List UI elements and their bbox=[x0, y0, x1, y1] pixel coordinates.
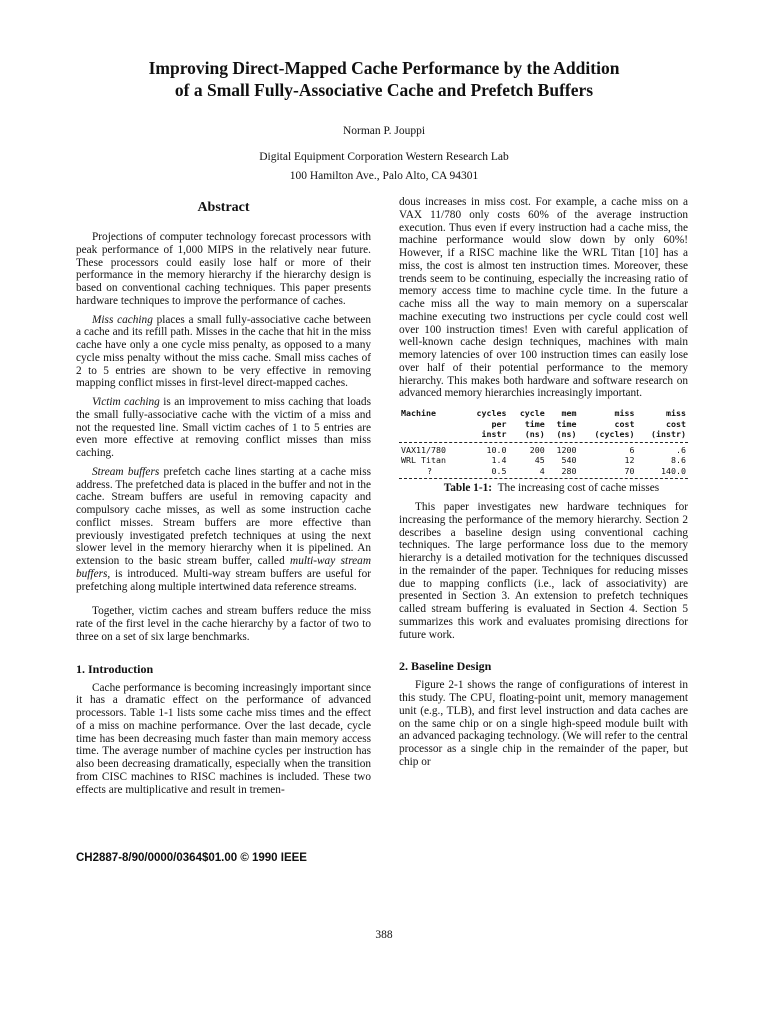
intro-paragraph-1: Cache performance is becoming increasingly important since it has a dramatic effect on the performance of advanced processors. Table 1-1 lists some cache miss times and the effect of a miss on machine performance. Over the last decade, cycle time has been decreasing much faster than main memory access time. The average number of machine cycles per instruction has also been decreasing dramatically, especially when the transition from CISC machines to RISC machines is included. These two effects are multiplicative and result in tremen- bbox=[76, 681, 371, 796]
author-name: Norman P. Jouppi bbox=[342, 125, 426, 137]
table-row bbox=[399, 445, 688, 456]
left-column bbox=[76, 199, 371, 802]
table-cell: WRL Titan bbox=[401, 455, 446, 465]
table-cell: 6 bbox=[629, 444, 635, 455]
section-heading-baseline-design: 2. Baseline Design bbox=[399, 659, 492, 674]
abstract-paragraph-5: Together, victim caches and stream buffers reduce the miss rate of the first level in the cache hierarchy by a factor of two to three on a set of six large benchmarks. bbox=[76, 605, 371, 643]
abstract-paragraph-4-text-a: prefetch cache lines starting at a cache miss address. The prefetched data is placed in the buffer and not in the cache. Stream buffers are useful in removing capacity and compulsory cache misses, as well as some instruction cache conflict misses. Stream buffers are more effective than previously investigated prefetch techniques at using the next slower level in the memory hierarchy when it is pipelined. An extension to the basic stream buffer, called bbox=[76, 465, 371, 567]
dashed-rule bbox=[399, 478, 688, 479]
abstract-paragraph-3 bbox=[76, 396, 371, 460]
header-cell: cycle bbox=[519, 408, 545, 418]
header-cell: (instr) bbox=[651, 429, 686, 439]
table-cell: 1200 bbox=[556, 444, 577, 455]
copyright-notice: CH2887-8/90/0000/0364$01.00 © 1990 IEEE bbox=[76, 852, 307, 864]
header-cell: cycles bbox=[476, 408, 507, 418]
header-cell: time bbox=[556, 418, 577, 429]
header-cell bbox=[399, 419, 464, 430]
table-cell: 4 bbox=[539, 465, 545, 476]
header-cell: (ns) bbox=[556, 429, 577, 439]
title-line-2: of a Small Fully-Associative Cache and Prefetch Buffers bbox=[174, 80, 594, 100]
header-cell bbox=[399, 429, 464, 440]
table-cell: 140.0 bbox=[661, 465, 686, 476]
header-cell: mem bbox=[561, 408, 577, 418]
table-cell: 8.6 bbox=[671, 455, 686, 465]
table-row bbox=[399, 455, 688, 466]
right-column bbox=[399, 196, 688, 775]
header-cell: instr bbox=[481, 429, 507, 439]
cache-miss-table-grid bbox=[399, 408, 688, 481]
abstract-paragraph-4 bbox=[76, 466, 371, 594]
abstract-paragraph-3-text: is an improvement to miss caching that loads the small fully-associative cache with the victim of a miss and not the requested line. Small victim caches of 1 to 5 entries are even more effective at removing conflict misses than miss caching. bbox=[76, 396, 371, 459]
header-cell: cost bbox=[614, 418, 635, 429]
table-cell: .6 bbox=[676, 444, 686, 455]
table-row bbox=[399, 466, 688, 477]
header-cell: cost bbox=[666, 418, 686, 429]
abstract-heading: Abstract bbox=[197, 200, 250, 215]
table-caption-text: The increasing cost of cache misses bbox=[497, 482, 660, 494]
table-header bbox=[399, 408, 688, 440]
author-affiliation: Digital Equipment Corporation Western Research Lab bbox=[259, 151, 509, 163]
table-cell: ? bbox=[427, 465, 432, 476]
page-number: 388 bbox=[375, 929, 393, 941]
abstract-paragraph-1: Projections of computer technology forecast processors with peak performance of 1,000 MIPS in the relatively near future. These processors could easily lose half or more of their performance in the memory hierarchy if the hierarchy design is based on conventional caching techniques. This paper presents hardware techniques to improve the performance of caches. bbox=[76, 231, 371, 307]
intro-paragraph-3: This paper investigates new hardware techniques for increasing the performance of the memory hierarchy. Section 2 describes a baseline design using conventional caching techniques. The large performance loss due to the memory hierarchy is a detailed motivation for the techniques discussed in the remainder of the paper. Techniques for reducing misses due to mapping conflicts (i.e., lack of associativity) are presented in Section 3. An extension to prefetch techniques called stream buffering is evaluated in Section 4. Section 5 summarizes this work and evaluates promising directions for future work. bbox=[399, 501, 688, 641]
table-cell: 540 bbox=[561, 455, 577, 465]
dashed-rule bbox=[399, 442, 688, 443]
cache-miss-table bbox=[399, 408, 688, 495]
header-cell: (ns) bbox=[524, 429, 545, 439]
header-cell: miss bbox=[666, 408, 686, 418]
abstract-paragraph-4-text-b: , is introduced. Multi-way stream buffers are useful for prefetching along multiple intertwined data reference streams. bbox=[76, 567, 371, 593]
table-header-row bbox=[399, 419, 688, 430]
table-cell: 200 bbox=[529, 444, 545, 455]
table-cell: 0.5 bbox=[491, 465, 507, 476]
header-cell: per bbox=[491, 418, 507, 429]
table-cell: 280 bbox=[561, 465, 577, 476]
table-caption bbox=[399, 481, 688, 495]
header-cell: time bbox=[524, 418, 545, 429]
table-cell: VAX11/780 bbox=[401, 444, 446, 455]
intro-paragraph-2: dous increases in miss cost. For example, a cache miss on a VAX 11/780 only costs 60% of the average instruction execution. Thus even if every instruction had a cache miss, the machine performance would slow down by only 60%! However, if a RISC machine like the WRL Titan [10] has a miss, the cost is almost ten instruction times. Moreover, these trends seem to be continuing, especially the increasing ratio of memory access time to machine cycle time. In the future a cache miss all the way to main memory on a superscalar machine executing two instructions per cycle could cost well over 100 instruction times! Even with careful application of well-known cache design techniques, machines with main memory latencies of over 100 instruction times can easily lose over half of their potential performance to the memory hierarchy. This makes both hardware and software research on advanced memory hierarchies increasingly important. bbox=[399, 196, 688, 400]
table-cell: 70 bbox=[624, 465, 635, 476]
abstract-paragraph-2-text: places a small fully-associative cache between a cache and its refill path. Misses in the cache that hit in the miss cache have only a one cycle miss penalty, as opposed to a many cycle miss penalty without the miss cache. Small miss caches of 2 to 5 entries are shown to be very effective in removing mapping conflict misses in first-level direct-mapped caches. bbox=[76, 313, 371, 390]
abstract-paragraph-2 bbox=[76, 314, 371, 391]
table-cell: 10.0 bbox=[486, 444, 507, 455]
author-address: 100 Hamilton Ave., Palo Alto, CA 94301 bbox=[289, 170, 479, 182]
term-multi-way-stream-buffers: multi-way stream buffers bbox=[76, 555, 371, 580]
term-miss-caching: Miss caching bbox=[92, 313, 153, 326]
paper-title bbox=[90, 57, 678, 101]
title-line-1: Improving Direct-Mapped Cache Performance by the Addition bbox=[148, 58, 620, 78]
term-stream-buffers: Stream buffers bbox=[92, 465, 160, 478]
table-cell: 45 bbox=[534, 455, 545, 465]
header-cell: Machine bbox=[401, 408, 436, 418]
table-body bbox=[399, 440, 688, 482]
table-cell: 12 bbox=[624, 455, 635, 465]
term-victim-caching: Victim caching bbox=[92, 396, 160, 408]
header-cell: (cycles) bbox=[594, 429, 635, 439]
table-header-row bbox=[399, 429, 688, 440]
table-cell: 1.4 bbox=[491, 455, 507, 465]
baseline-paragraph-1: Figure 2-1 shows the range of configurations of interest in this study. The CPU, floating-point unit, memory management unit (e.g., TLB), and first level instruction and data caches are on the same chip or on a single high-speed module built with an advanced packaging technology. (We will refer to the central processor as a single chip in the remainder of the paper, but chip or bbox=[399, 679, 688, 768]
table-caption-label: Table 1-1: bbox=[443, 482, 492, 494]
table-header-row bbox=[399, 408, 688, 419]
header-cell: miss bbox=[614, 408, 635, 418]
section-heading-introduction: 1. Introduction bbox=[76, 661, 154, 676]
